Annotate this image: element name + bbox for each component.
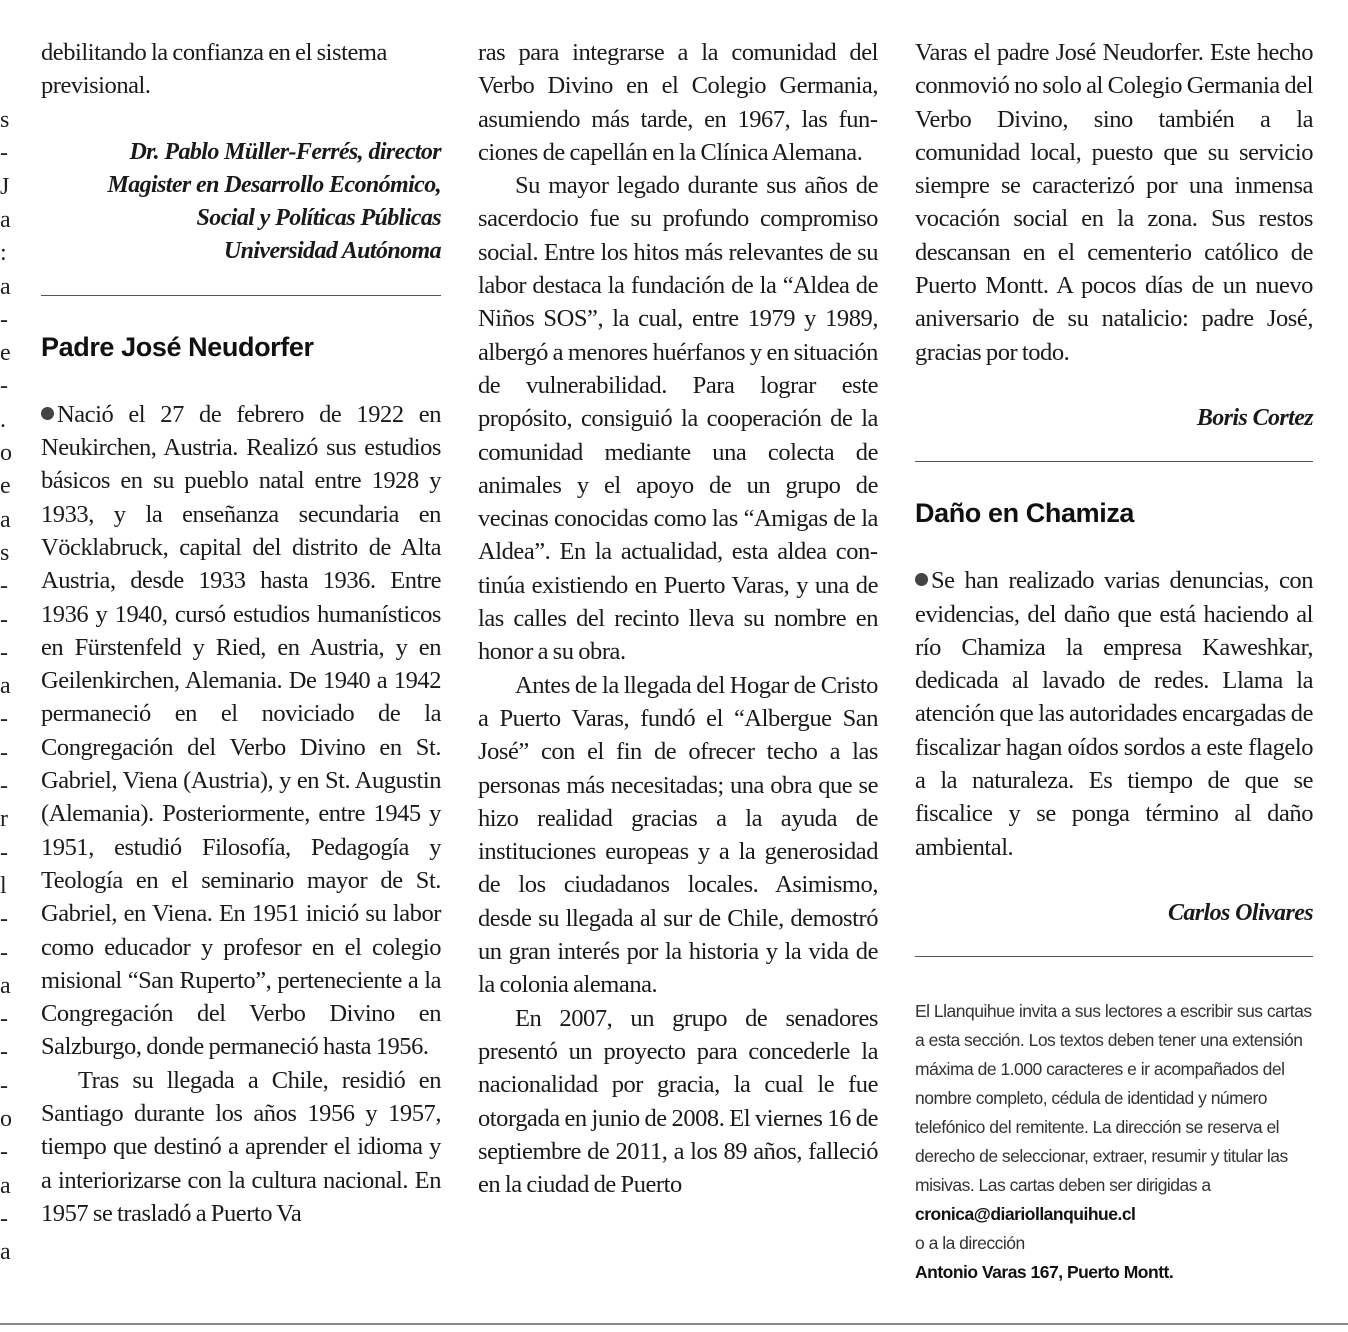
letter-2-paragraph-4: Antes de la llegada del Hogar de Cristo a Puerto Varas, fundó el “Albergue San José” con el fin de ofrecer techo a las personas más necesitadas; una obra que se hizo realidad gracias a la ayuda de instituciones europeas y a la generosidad de los ciudadanos locales. Asimismo, desde su llegada al sur de Chile, demostró un gran interés por la historia y la vida de la colonia alemana. bbox=[478, 671, 878, 999]
letter-2-paragraph-1 bbox=[41, 398, 441, 1064]
edge-glyph: r bbox=[0, 806, 8, 833]
edge-glyph: o bbox=[0, 440, 12, 466]
divider bbox=[915, 956, 1313, 957]
edge-glyph: . bbox=[0, 406, 6, 433]
edge-glyph: - bbox=[0, 1039, 8, 1066]
divider bbox=[41, 295, 441, 296]
edge-glyph: a bbox=[0, 972, 11, 999]
edge-glyph: - bbox=[0, 939, 8, 966]
letter-3-body bbox=[915, 564, 1313, 864]
edge-glyph: e bbox=[0, 473, 11, 500]
divider bbox=[915, 461, 1313, 462]
edge-glyph: e bbox=[0, 340, 11, 367]
column-3 bbox=[915, 36, 1313, 1287]
submission-address-text: Antonio Varas 167, Puerto Montt. bbox=[915, 1262, 1174, 1283]
letter-tail-line-2: previsional. bbox=[41, 72, 151, 100]
bullet-dot-icon bbox=[915, 573, 928, 586]
submission-note bbox=[915, 997, 1313, 1287]
edge-glyph: a bbox=[0, 1239, 11, 1266]
edge-glyph: - bbox=[0, 1205, 8, 1232]
edge-glyph: - bbox=[0, 706, 8, 733]
edge-glyph: - bbox=[0, 639, 8, 666]
edge-glyph: a bbox=[0, 673, 11, 700]
edge-glyph: - bbox=[0, 906, 8, 933]
signature-title: Magister en Desarrollo Económico, bbox=[107, 171, 441, 198]
signature-name: Dr. Pablo Müller-Ferrés, director bbox=[129, 138, 441, 165]
letter-2-paragraph-3: Su mayor legado durante sus años de sacerdocio fue su profundo compromiso social. Entre los hitos más relevantes de su labor destaca la fundación de la “Aldea de Niños SOS”, la cual, entre 1979 y 1989, albergó a menores huérfanos y en situación de vulnerabilidad. Para lograr este propósito, consiguió la cooperación de la comunidad mediante una colecta de animales y el apoyo de un grupo de vecinas conocidas como las “Amigas de la Aldea”. En la actualidad, esta aldea continúa existiendo en Puerto Varas, y una de las calles del recinto lleva su nombre en honor a su obra. bbox=[478, 172, 878, 666]
edge-glyph: - bbox=[0, 306, 8, 333]
letter-2-signature: Boris Cortez bbox=[1196, 404, 1313, 431]
letter-3-signature: Carlos Olivares bbox=[1167, 899, 1313, 926]
submission-email bbox=[915, 1200, 1313, 1229]
letter-tail-line-1: debilitando la confianza en el sistema bbox=[41, 39, 387, 66]
letter-1-signature bbox=[41, 136, 441, 269]
edge-glyph: - bbox=[0, 1006, 8, 1033]
edge-glyph: a bbox=[0, 1172, 11, 1199]
edge-glyph: o bbox=[0, 1106, 12, 1132]
edge-glyph: s bbox=[0, 107, 10, 133]
edge-glyph: - bbox=[0, 739, 8, 766]
edge-glyph: - bbox=[0, 773, 8, 799]
edge-glyph: - bbox=[0, 839, 8, 866]
edge-glyph: - bbox=[0, 373, 8, 400]
edge-glyph: s bbox=[0, 539, 10, 566]
submission-address bbox=[915, 1258, 1313, 1287]
adjacent-column-edge bbox=[0, 0, 14, 1332]
edge-glyph: J bbox=[0, 173, 10, 200]
signature-title-2: Social y Políticas Públicas bbox=[196, 205, 441, 232]
edge-glyph: - bbox=[0, 573, 8, 600]
submission-email-text: cronica@diariollanquihue.cl bbox=[915, 1204, 1136, 1225]
edge-glyph: - bbox=[0, 1139, 8, 1166]
column-2 bbox=[478, 36, 878, 1201]
letter-2-paragraph-2-start: Tras su llegada a Chile, residió en Santiago durante los años 1956 y 1957, tiempo que destinó a aprender el idioma y a interiorizarse con la cultura nacional. En 1957 se trasladó a Puerto Va bbox=[41, 1066, 441, 1227]
page-bottom-rule bbox=[0, 1323, 1348, 1325]
column-1 bbox=[41, 36, 441, 1230]
submission-note-text: El Llanquihue invita a sus lectores a escribir sus cartas a esta sección. Los textos deben tener una extensión máxima de 1.000 caracteres e ir acompañados del nombre completo, cédula de identidad y número telefónico del remitente. La dirección se reserva el derecho de seleccionar, extraer, resumir y titular las misivas. Las cartas deben ser dirigidas a bbox=[915, 1001, 1312, 1196]
edge-glyph: a bbox=[0, 506, 11, 533]
bullet-dot-icon bbox=[41, 407, 54, 420]
letter-2-paragraph-2-end: ras para integrarse a la comunidad del Verbo Divino en el Colegio Germania, asumiendo más tarde, en 1967, las funciones de capellán en la Clínica Alemana. bbox=[478, 39, 878, 166]
edge-glyph: : bbox=[0, 240, 7, 267]
edge-glyph: a bbox=[0, 273, 11, 300]
letter-3-headline: Daño en Chamiza bbox=[915, 498, 1135, 529]
edge-glyph: - bbox=[0, 1072, 8, 1099]
letter-2-paragraph-5-start: En 2007, un grupo de senadores presentó un proyecto para concederle la nacionalidad por gracia, la cual le fue otorgada en junio de 2008. El viernes 16 de septiembre de 2011, a los 89 años, falleció en la ciudad de Puerto bbox=[478, 1004, 878, 1199]
letter-tail bbox=[41, 36, 441, 103]
signature-institution: Universidad Autónoma bbox=[223, 238, 441, 265]
edge-glyph: a bbox=[0, 206, 11, 233]
edge-glyph: l bbox=[0, 872, 7, 899]
edge-glyph: - bbox=[0, 606, 8, 633]
letter-2-headline: Padre José Neudorfer bbox=[41, 331, 314, 362]
letter-2-paragraph-5-end: Varas el padre José Neudorfer. Este hecho conmovió no solo al Colegio Germania del Verbo Divino, sino también a la comunidad local, puesto que su servicio siempre se caracterizó por una inmensa vocación social en la zona. Sus restos descansan en el cementerio católico de Puerto Montt. A pocos días de un nuevo aniversario de su natalicio: padre José, gracias por todo. bbox=[915, 39, 1313, 366]
submission-or-address: o a la dirección bbox=[915, 1233, 1025, 1254]
edge-glyph: - bbox=[0, 140, 8, 167]
letter-2-paragraph-1-text: Nació el 27 de febrero de 1922 en Neukirchen, Austria. Realizó sus estudios básicos en su pueblo natal entre 1928 y 1933, y la enseñanza secundaria en Vöcklabruck, capital del distrito de Alta Austria, desde 1933 hasta 1936. Entre 1936 y 1940, cursó estudios humanísticos en Fürstenfeld y Ried, en Austria, y en Geilenkirchen, Alemania. De 1940 a 1942 permaneció en el noviciado de la Congregación del Verbo Divino en St. Gabriel, Viena (Austria), y en St. Augustin (Alemania). Posteriormente, entre 1945 y 1951, estudió Filosofía, Pedagogía y Teología en el seminario mayor de St. Gabriel, en Viena. En 1951 inició su labor como educador y profesor en el colegio misional “San Ruperto”, perteneciente a la Congregación del Verbo Divino en Salzburgo, donde permaneció hasta 1956. bbox=[41, 400, 441, 1061]
letter-3-body-text: Se han realizado varias denuncias, con evidencias, del daño que está haciendo al río Chamiza la empresa Kaweshkar, dedicada al lavado de redes. Llama la atención que las autoridades encargadas de fiscalizar hagan oídos sordos a este flagelo a la naturaleza. Es tiempo de que se fiscalice y se ponga término al daño ambiental. bbox=[915, 567, 1313, 861]
